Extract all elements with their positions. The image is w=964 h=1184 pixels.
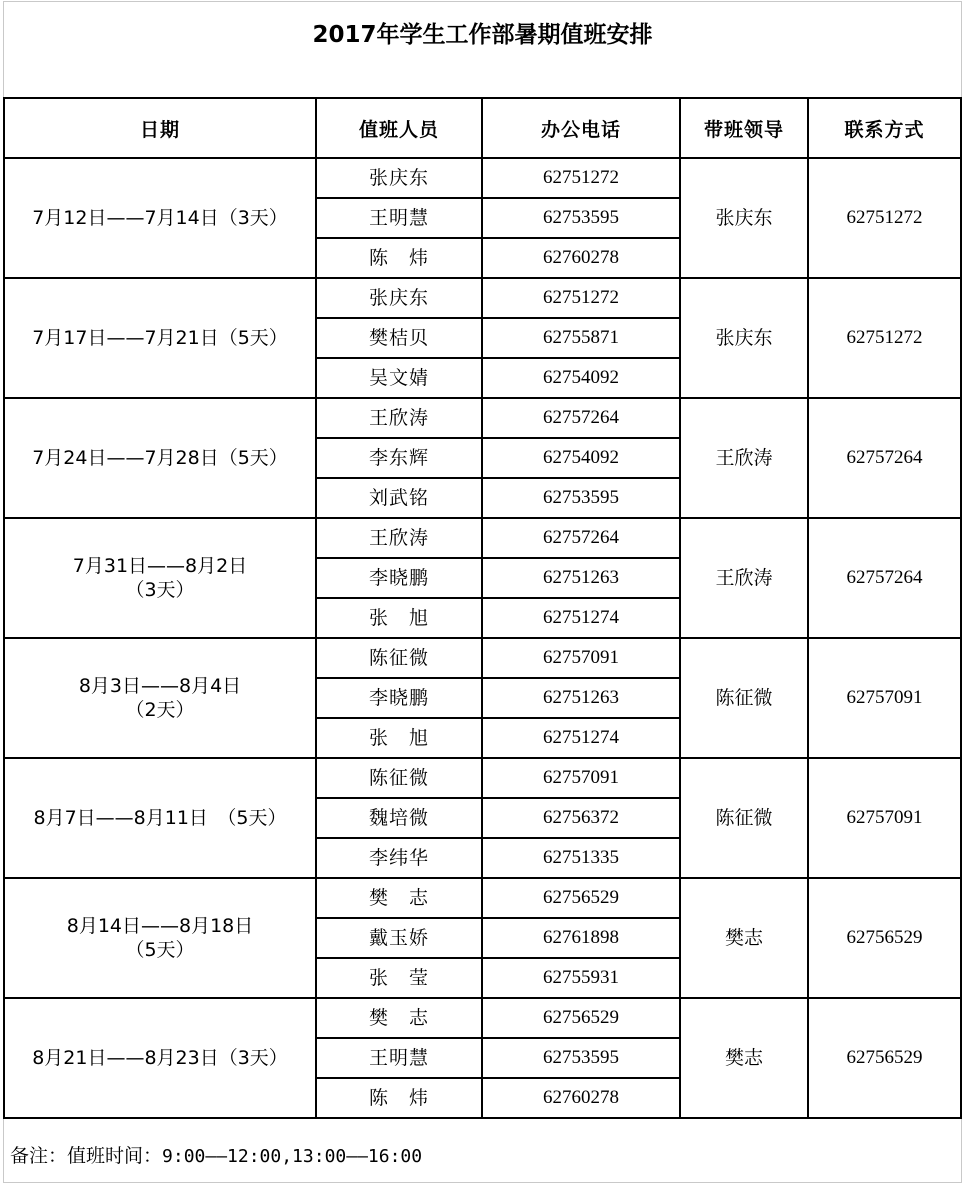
office-phone-cell: 62757091 <box>482 758 680 798</box>
leader-contact-cell: 62757264 <box>808 518 961 638</box>
header-staff: 值班人员 <box>316 98 482 158</box>
staff-name-cell: 陈 炜 <box>316 238 482 278</box>
office-phone-cell: 62751272 <box>482 278 680 318</box>
date-range-cell <box>4 518 316 638</box>
leader-cell: 樊志 <box>680 878 808 998</box>
office-phone-cell: 62760278 <box>482 238 680 278</box>
header-leader: 带班领导 <box>680 98 808 158</box>
staff-name-cell: 张庆东 <box>316 278 482 318</box>
staff-name-cell: 魏培微 <box>316 798 482 838</box>
date-duration-text: （5天） <box>125 939 195 961</box>
table-row <box>4 998 961 1038</box>
staff-name-cell: 王欣涛 <box>316 398 482 438</box>
date-range-text: 8月3日——8月4日 <box>78 675 242 697</box>
leader-contact-cell: 62751272 <box>808 158 961 278</box>
office-phone-cell: 62753595 <box>482 1038 680 1078</box>
office-phone-cell: 62751263 <box>482 678 680 718</box>
staff-name-cell: 李晓鹏 <box>316 678 482 718</box>
staff-name-cell: 陈征微 <box>316 758 482 798</box>
table-row <box>4 518 961 558</box>
leader-contact-cell: 62757264 <box>808 398 961 518</box>
office-phone-cell: 62751335 <box>482 838 680 878</box>
leader-cell: 张庆东 <box>680 158 808 278</box>
date-range-cell <box>4 998 316 1118</box>
staff-name-cell: 李东辉 <box>316 438 482 478</box>
date-range-cell <box>4 758 316 878</box>
staff-name-cell: 陈征微 <box>316 638 482 678</box>
staff-name-cell: 戴玉娇 <box>316 918 482 958</box>
office-phone-cell: 62760278 <box>482 1078 680 1118</box>
office-phone-cell: 62753595 <box>482 478 680 518</box>
table-row <box>4 878 961 918</box>
date-range-text: 7月12日——7月14日（3天） <box>32 207 288 229</box>
staff-name-cell: 张 莹 <box>316 958 482 998</box>
staff-name-cell: 王明慧 <box>316 198 482 238</box>
leader-contact-cell: 62756529 <box>808 998 961 1118</box>
office-phone-cell: 62755931 <box>482 958 680 998</box>
office-phone-cell: 62756372 <box>482 798 680 838</box>
footnote <box>10 1143 422 1170</box>
date-range-cell <box>4 158 316 278</box>
staff-name-cell: 张 旭 <box>316 598 482 638</box>
table-row <box>4 758 961 798</box>
staff-name-cell: 张庆东 <box>316 158 482 198</box>
date-range-cell <box>4 878 316 998</box>
staff-name-cell: 吴文婧 <box>316 358 482 398</box>
date-range-cell <box>4 278 316 398</box>
date-range-text: 7月17日——7月21日（5天） <box>32 327 288 349</box>
leader-cell: 陈征微 <box>680 638 808 758</box>
office-phone-cell: 62751274 <box>482 598 680 638</box>
office-phone-cell: 62751274 <box>482 718 680 758</box>
staff-name-cell: 王欣涛 <box>316 518 482 558</box>
staff-name-cell: 樊 志 <box>316 998 482 1038</box>
office-phone-cell: 62756529 <box>482 878 680 918</box>
date-range-text: 8月21日——8月23日（3天） <box>32 1047 288 1069</box>
date-range-text: 7月24日——7月28日（5天） <box>32 447 288 469</box>
date-range-text: 8月14日——8月18日 <box>66 915 254 937</box>
leader-contact-cell: 62756529 <box>808 878 961 998</box>
staff-name-cell: 张 旭 <box>316 718 482 758</box>
table-row <box>4 158 961 198</box>
leader-cell: 王欣涛 <box>680 398 808 518</box>
date-duration-text: （3天） <box>125 579 195 601</box>
date-duration-text: （2天） <box>125 699 195 721</box>
office-phone-cell: 62755871 <box>482 318 680 358</box>
leader-contact-cell: 62757091 <box>808 758 961 878</box>
office-phone-cell: 62754092 <box>482 438 680 478</box>
table-row <box>4 638 961 678</box>
header-contact: 联系方式 <box>808 98 961 158</box>
leader-contact-cell: 62751272 <box>808 278 961 398</box>
staff-name-cell: 李晓鹏 <box>316 558 482 598</box>
staff-name-cell: 刘武铭 <box>316 478 482 518</box>
staff-name-cell: 樊桔贝 <box>316 318 482 358</box>
office-phone-cell: 62753595 <box>482 198 680 238</box>
leader-cell: 陈征微 <box>680 758 808 878</box>
date-range-text: 7月31日——8月2日 <box>72 555 248 577</box>
office-phone-cell: 62756529 <box>482 998 680 1038</box>
office-phone-cell: 62754092 <box>482 358 680 398</box>
office-phone-cell: 62757264 <box>482 398 680 438</box>
staff-name-cell: 樊 志 <box>316 878 482 918</box>
table-row <box>4 278 961 318</box>
header-date: 日期 <box>4 98 316 158</box>
footnote-duty-hours: 9:00——12:00,13:00——16:00 <box>162 1146 423 1167</box>
table-body <box>4 158 961 1118</box>
date-range-cell <box>4 638 316 758</box>
document-title: 2017年学生工作部暑期值班安排 <box>312 22 653 48</box>
table-row <box>4 398 961 438</box>
date-range-cell <box>4 398 316 518</box>
duty-schedule-table <box>3 97 962 1119</box>
leader-cell: 张庆东 <box>680 278 808 398</box>
header-office-phone: 办公电话 <box>482 98 680 158</box>
leader-cell: 樊志 <box>680 998 808 1118</box>
leader-cell: 王欣涛 <box>680 518 808 638</box>
office-phone-cell: 62751263 <box>482 558 680 598</box>
office-phone-cell: 62751272 <box>482 158 680 198</box>
office-phone-cell: 62757264 <box>482 518 680 558</box>
office-phone-cell: 62757091 <box>482 638 680 678</box>
leader-contact-cell: 62757091 <box>808 638 961 758</box>
table-header-row <box>4 98 961 158</box>
office-phone-cell: 62761898 <box>482 918 680 958</box>
staff-name-cell: 李纬华 <box>316 838 482 878</box>
staff-name-cell: 陈 炜 <box>316 1078 482 1118</box>
footnote-label: 备注：值班时间： <box>10 1145 163 1167</box>
staff-name-cell: 王明慧 <box>316 1038 482 1078</box>
date-range-text: 8月7日——8月11日 （5天） <box>33 807 287 829</box>
